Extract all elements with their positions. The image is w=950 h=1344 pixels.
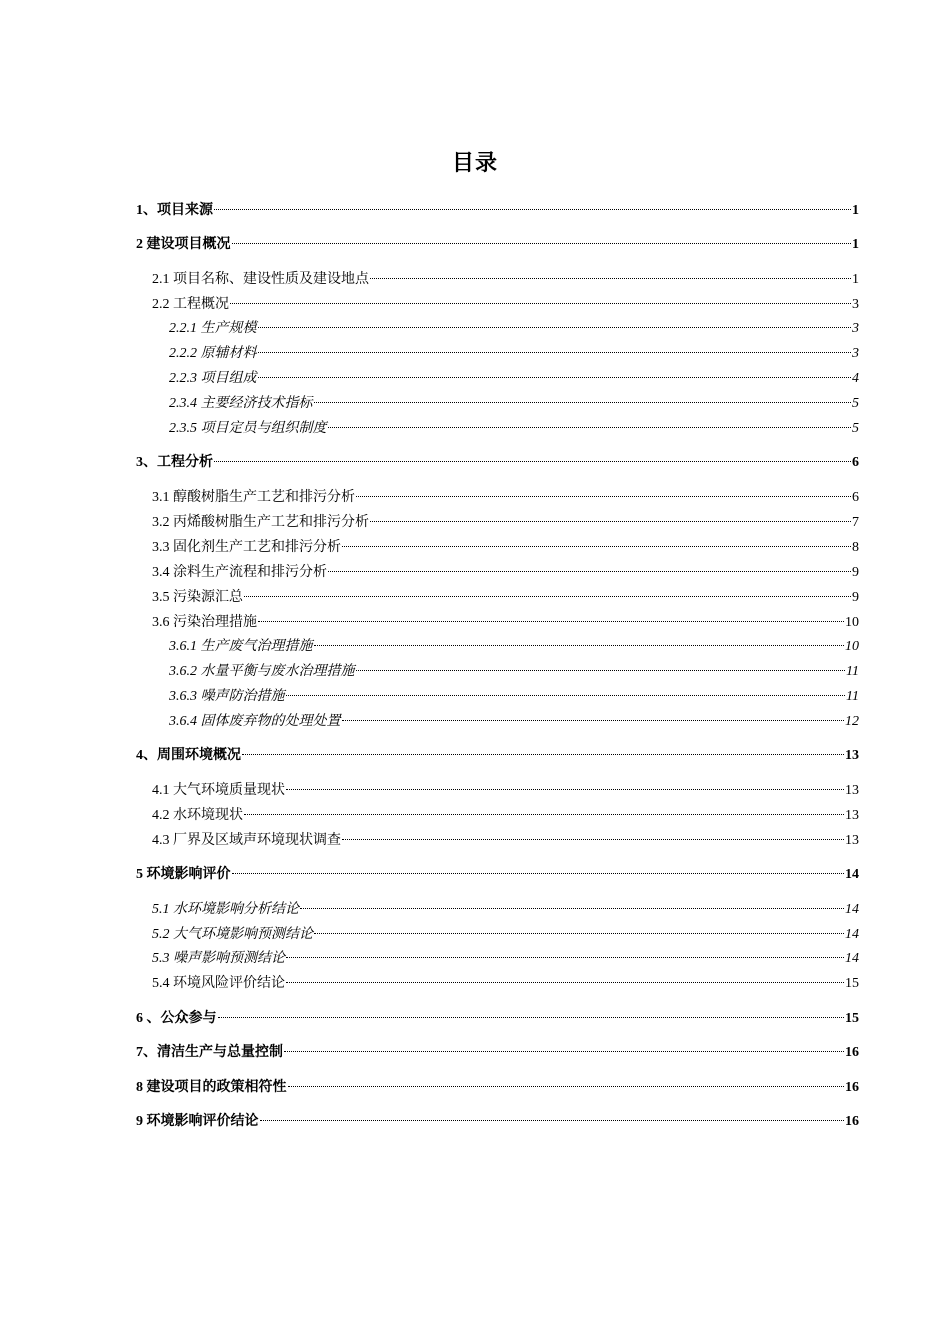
dot-leader bbox=[242, 754, 844, 755]
toc-page-number: 12 bbox=[845, 714, 859, 729]
dot-leader bbox=[218, 1017, 845, 1018]
dot-leader bbox=[214, 209, 851, 210]
toc-entry[interactable] bbox=[136, 453, 859, 473]
toc-entry[interactable] bbox=[136, 865, 859, 885]
toc-page-number: 13 bbox=[845, 748, 859, 763]
dot-leader bbox=[314, 402, 852, 403]
toc-page-number: 9 bbox=[852, 565, 859, 580]
dot-leader bbox=[356, 496, 851, 497]
toc-page-number: 7 bbox=[852, 515, 859, 530]
dot-leader bbox=[284, 1051, 844, 1052]
toc-entry[interactable] bbox=[152, 613, 859, 633]
dot-leader bbox=[288, 1086, 845, 1087]
dot-leader bbox=[286, 982, 844, 983]
toc-page-number: 11 bbox=[846, 664, 859, 679]
toc-entry[interactable] bbox=[136, 1078, 859, 1098]
toc-entry[interactable] bbox=[169, 637, 859, 657]
toc-entry[interactable] bbox=[169, 712, 859, 732]
toc-page-number: 6 bbox=[852, 455, 859, 470]
toc-entry[interactable] bbox=[136, 1112, 859, 1132]
toc-page-number: 14 bbox=[845, 902, 859, 917]
toc-entry-text: 2.2.3 项目组成 bbox=[169, 371, 257, 386]
toc-entry[interactable] bbox=[152, 563, 859, 583]
toc-page-number: 14 bbox=[845, 867, 859, 882]
toc-page-number: 1 bbox=[852, 237, 859, 252]
toc-entry[interactable] bbox=[136, 746, 859, 766]
toc-entry-text: 2.3.4 主要经济技术指标 bbox=[169, 396, 313, 411]
toc-entry[interactable] bbox=[136, 1043, 859, 1063]
toc-entry-text: 3.6 污染治理措施 bbox=[152, 615, 257, 630]
toc-page-number: 16 bbox=[845, 1045, 859, 1060]
toc-page-number: 15 bbox=[845, 1011, 859, 1026]
toc-page-number: 11 bbox=[846, 689, 859, 704]
dot-leader bbox=[342, 720, 845, 721]
toc-entry-text: 4.1 大气环境质量现状 bbox=[152, 783, 285, 798]
toc-page-number: 3 bbox=[852, 297, 859, 312]
dot-leader bbox=[286, 957, 844, 958]
dot-leader bbox=[314, 645, 845, 646]
toc-page-number: 1 bbox=[852, 203, 859, 218]
toc-entry-text: 3.6.1 生产废气治理措施 bbox=[169, 639, 313, 654]
toc-page-number: 5 bbox=[852, 421, 859, 436]
toc-entry[interactable] bbox=[169, 419, 859, 439]
toc-entry[interactable] bbox=[136, 201, 859, 221]
dot-leader bbox=[260, 1120, 845, 1121]
dot-leader bbox=[328, 427, 852, 428]
toc-entry-text: 3.1 醇酸树脂生产工艺和排污分析 bbox=[152, 490, 355, 505]
toc-entry[interactable] bbox=[152, 781, 859, 801]
toc-entry-text: 4.2 水环境现状 bbox=[152, 808, 243, 823]
toc-entry-text: 4.3 厂界及区域声环境现状调查 bbox=[152, 833, 341, 848]
dot-leader bbox=[356, 670, 846, 671]
toc-entry-text: 3.3 固化剂生产工艺和排污分析 bbox=[152, 540, 341, 555]
dot-leader bbox=[214, 461, 851, 462]
toc-page-number: 1 bbox=[852, 272, 859, 287]
toc-entry-text: 2.1 项目名称、建设性质及建设地点 bbox=[152, 272, 369, 287]
toc-entry-text: 5.3 噪声影响预测结论 bbox=[152, 951, 285, 966]
toc-entry[interactable] bbox=[169, 319, 859, 339]
toc-page-number: 3 bbox=[852, 346, 859, 361]
toc-entry[interactable] bbox=[152, 806, 859, 826]
toc-entry[interactable] bbox=[169, 662, 859, 682]
toc-entry-text: 2.2.2 原辅材料 bbox=[169, 346, 257, 361]
toc-entry-text: 5.2 大气环境影响预测结论 bbox=[152, 927, 313, 942]
dot-leader bbox=[342, 546, 851, 547]
toc-entry-text: 3.6.4 固体废弃物的处理处置 bbox=[169, 714, 341, 729]
toc-entry-text: 3.4 涂料生产流程和排污分析 bbox=[152, 565, 327, 580]
toc-entry-text: 8 建设项目的政策相符性 bbox=[136, 1080, 287, 1095]
toc-entry-text: 6 、公众参与 bbox=[136, 1011, 217, 1026]
dot-leader bbox=[230, 303, 851, 304]
toc-entry-text: 4、周围环境概况 bbox=[136, 748, 241, 763]
toc-page-number: 8 bbox=[852, 540, 859, 555]
toc-page-number: 16 bbox=[845, 1080, 859, 1095]
toc-page-number: 6 bbox=[852, 490, 859, 505]
toc-page-number: 13 bbox=[845, 833, 859, 848]
toc-entry[interactable] bbox=[169, 344, 859, 364]
toc-entry[interactable] bbox=[152, 925, 859, 945]
dot-leader bbox=[258, 621, 844, 622]
toc-entry-text: 3.2 丙烯酸树脂生产工艺和排污分析 bbox=[152, 515, 369, 530]
dot-leader bbox=[244, 596, 851, 597]
toc-page-number: 5 bbox=[852, 396, 859, 411]
toc-page-number: 13 bbox=[845, 783, 859, 798]
dot-leader bbox=[232, 243, 852, 244]
toc-entry[interactable] bbox=[152, 488, 859, 508]
toc-page-number: 9 bbox=[852, 590, 859, 605]
toc-entry[interactable] bbox=[169, 687, 859, 707]
toc-entry-text: 2.2.1 生产规模 bbox=[169, 321, 257, 336]
dot-leader bbox=[244, 814, 844, 815]
toc-page-number: 10 bbox=[845, 615, 859, 630]
dot-leader bbox=[300, 908, 844, 909]
toc-page-number: 15 bbox=[845, 976, 859, 991]
toc-entry-text: 5 环境影响评价 bbox=[136, 867, 231, 882]
toc-entry[interactable] bbox=[152, 538, 859, 558]
toc-entry-text: 3.6.2 水量平衡与废水治理措施 bbox=[169, 664, 355, 679]
toc-entry[interactable] bbox=[136, 1009, 859, 1029]
toc-entry-text: 2 建设项目概况 bbox=[136, 237, 231, 252]
toc-page-number: 13 bbox=[845, 808, 859, 823]
dot-leader bbox=[232, 873, 845, 874]
toc-page-number: 14 bbox=[845, 951, 859, 966]
dot-leader bbox=[328, 571, 851, 572]
toc-entry-text: 7、清洁生产与总量控制 bbox=[136, 1045, 283, 1060]
dot-leader bbox=[258, 377, 852, 378]
toc-entry[interactable] bbox=[152, 900, 859, 920]
dot-leader bbox=[342, 839, 844, 840]
dot-leader bbox=[258, 327, 852, 328]
toc-entry-text: 1、项目来源 bbox=[136, 203, 213, 218]
toc-entry[interactable] bbox=[152, 974, 859, 994]
toc-entry[interactable] bbox=[152, 295, 859, 315]
toc-entry[interactable] bbox=[152, 588, 859, 608]
toc-entry[interactable] bbox=[152, 513, 859, 533]
toc-page-number: 4 bbox=[852, 371, 859, 386]
dot-leader bbox=[314, 933, 844, 934]
dot-leader bbox=[258, 352, 852, 353]
dot-leader bbox=[286, 789, 844, 790]
toc-entry-text: 2.2 工程概况 bbox=[152, 297, 229, 312]
toc-entry-text: 3、工程分析 bbox=[136, 455, 213, 470]
toc-entry[interactable] bbox=[136, 235, 859, 255]
toc-entry-text: 2.3.5 项目定员与组织制度 bbox=[169, 421, 327, 436]
toc-entry-text: 5.4 环境风险评价结论 bbox=[152, 976, 285, 991]
toc-entry-text: 5.1 水环境影响分析结论 bbox=[152, 902, 299, 917]
toc-entry[interactable] bbox=[169, 394, 859, 414]
dot-leader bbox=[286, 695, 846, 696]
toc-entry[interactable] bbox=[169, 369, 859, 389]
toc-entry[interactable] bbox=[152, 949, 859, 969]
toc-entry-text: 3.5 污染源汇总 bbox=[152, 590, 243, 605]
toc-page-number: 10 bbox=[845, 639, 859, 654]
toc-title: 目录 bbox=[451, 151, 498, 176]
toc-page-number: 3 bbox=[852, 321, 859, 336]
toc-entry-text: 9 环境影响评价结论 bbox=[136, 1114, 259, 1129]
toc-entry-text: 3.6.3 噪声防治措施 bbox=[169, 689, 285, 704]
toc-entry[interactable] bbox=[152, 270, 859, 290]
toc-entry[interactable] bbox=[152, 831, 859, 851]
dot-leader bbox=[370, 521, 851, 522]
toc-page-number: 14 bbox=[845, 927, 859, 942]
dot-leader bbox=[370, 278, 851, 279]
toc-page-number: 16 bbox=[845, 1114, 859, 1129]
